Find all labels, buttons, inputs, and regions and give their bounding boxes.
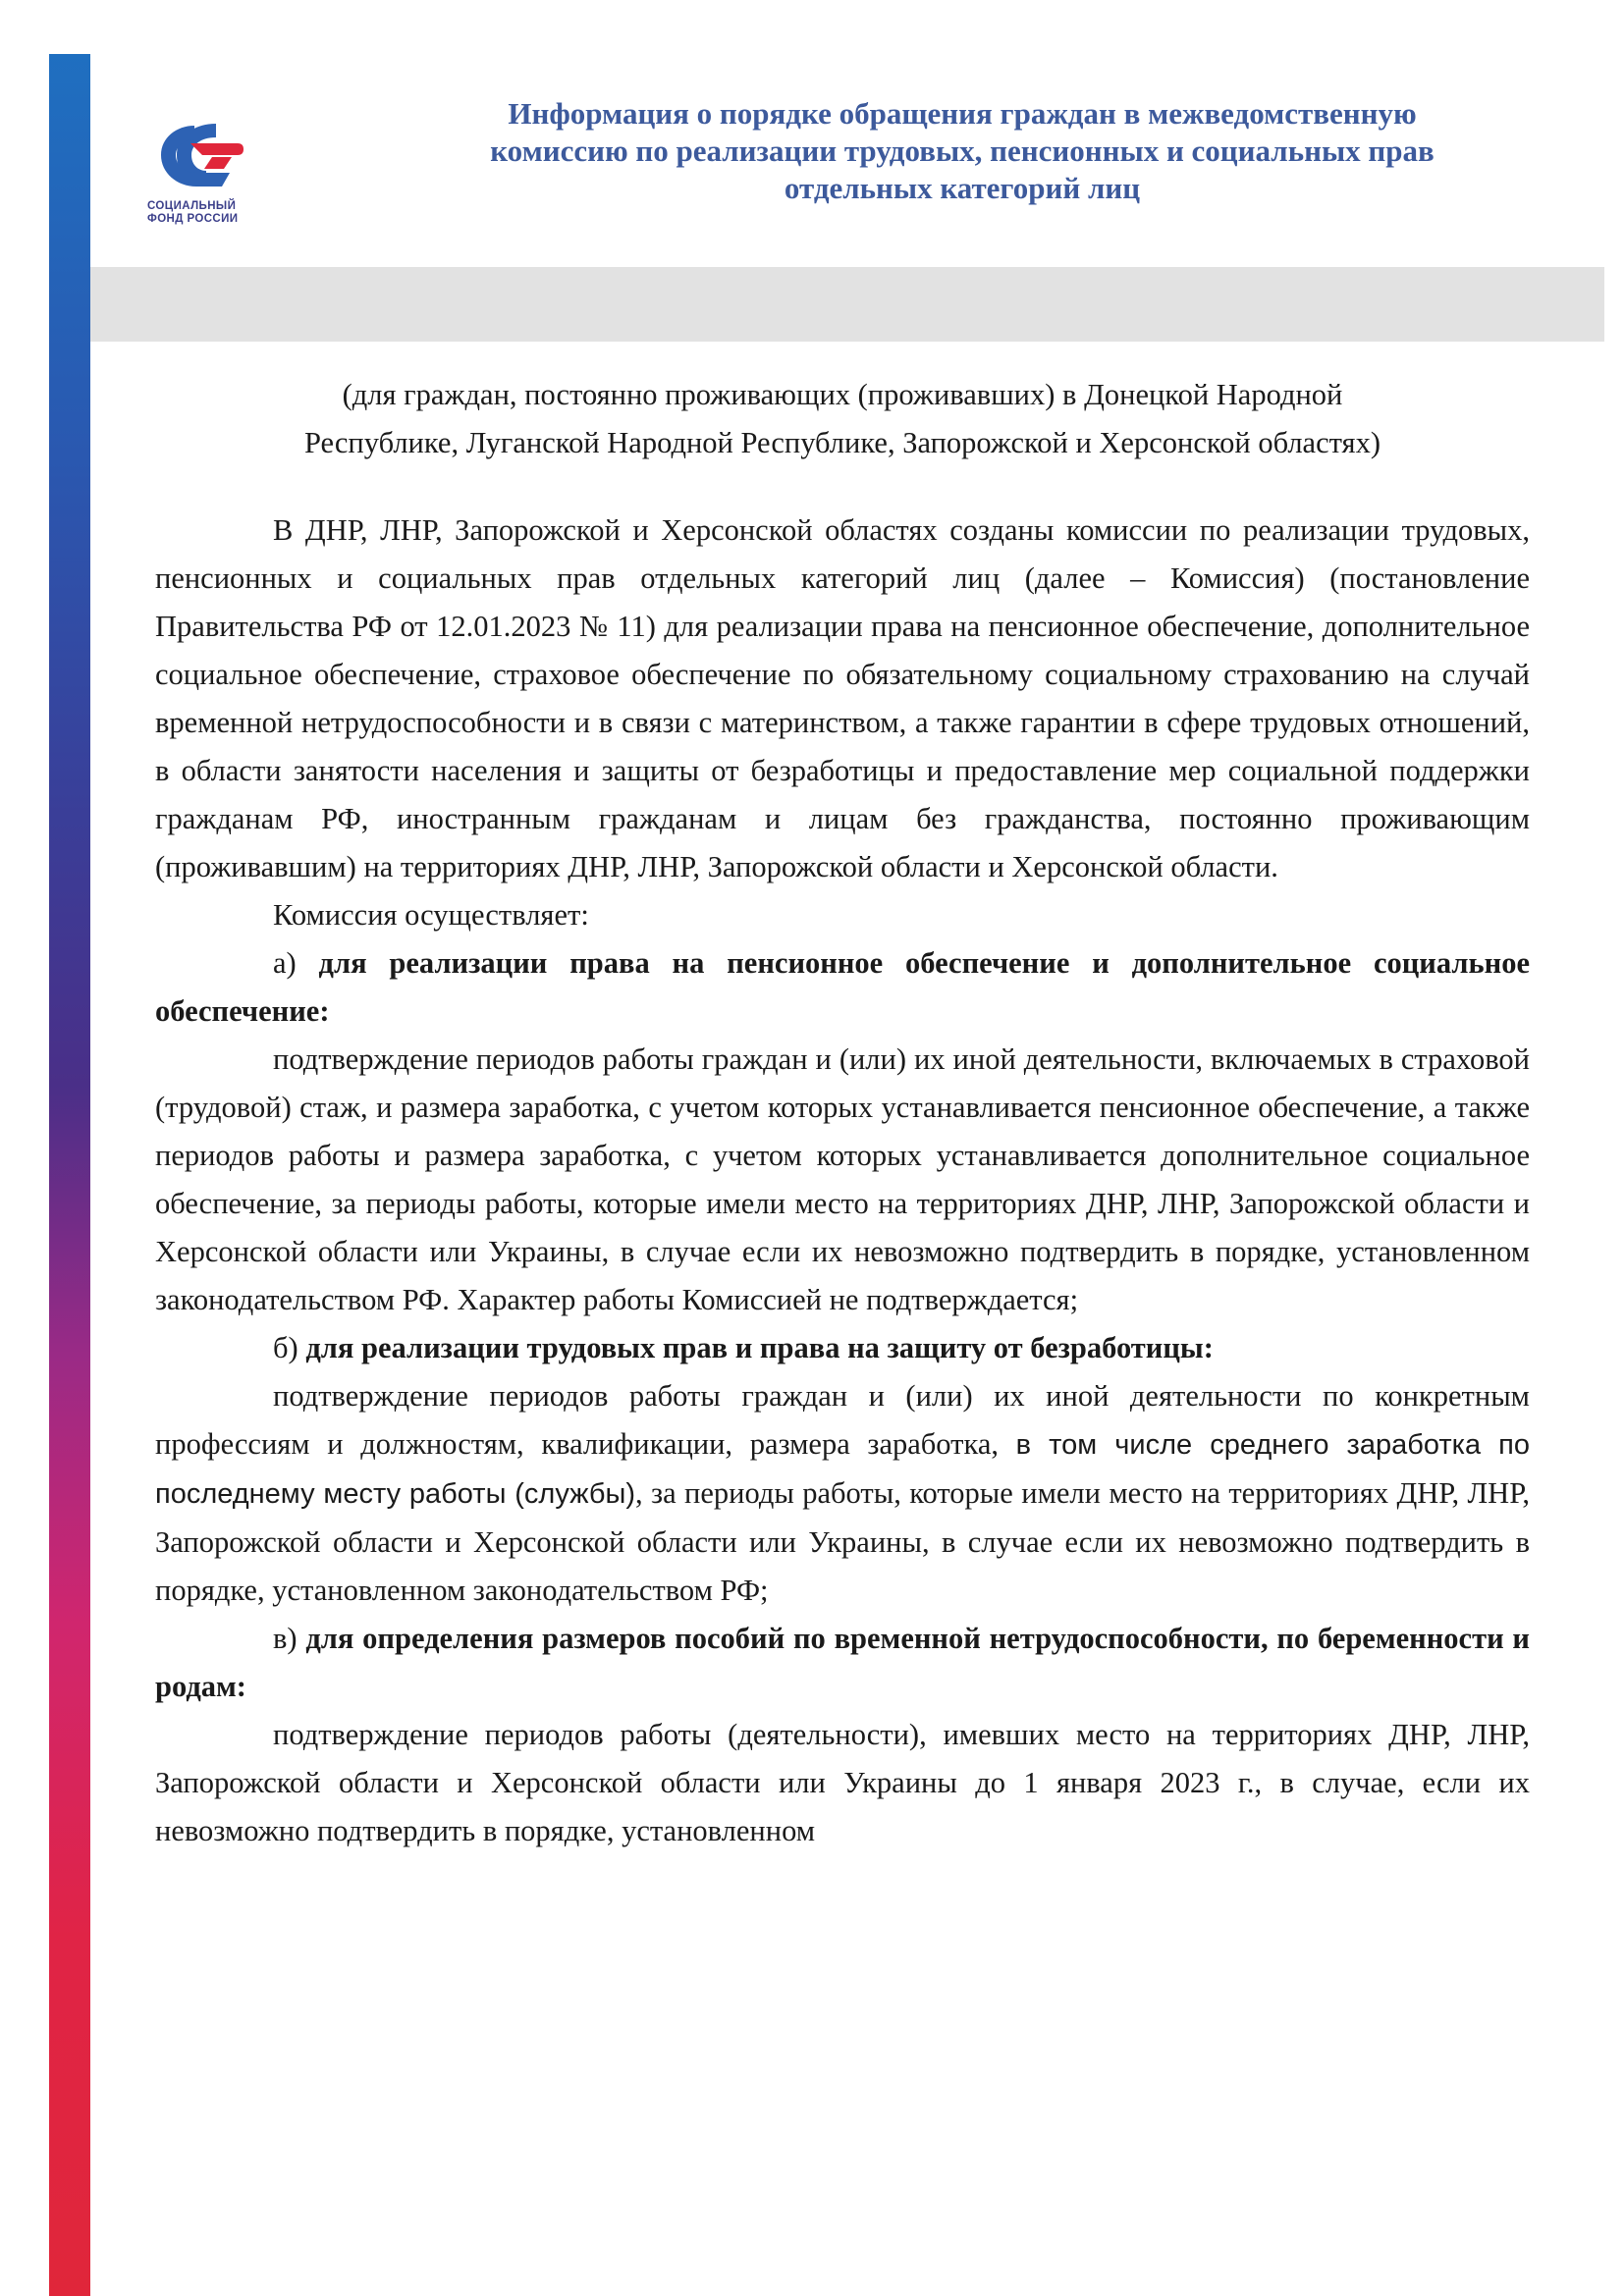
logo-text-line1: СОЦИАЛЬНЫЙ — [147, 200, 237, 212]
title-line-1: Информация о порядке обращения граждан в межведомственную — [508, 96, 1417, 131]
item-a-letter: а) — [273, 946, 297, 980]
document-body — [155, 371, 1530, 1855]
commission-does-paragraph: Комиссия осуществляет: — [273, 898, 589, 932]
item-b-text-part-2: , за периоды работы, которые имели место на территориях ДНР, ЛНР, Запорожской области и Херсонской области или Украины, в случае если их невозможно подтвердить в порядке, установленном законодательством РФ; — [155, 1476, 1530, 1607]
item-a-text: подтверждение периодов работы граждан и (или) их иной деятельности, включаемых в страховой (трудовой) стаж, и размера заработка, с учетом которых устанавливается пенсионное обеспечение, а также периодов работы и размера заработка, с учетом которых устанавливается дополнительное социальное обеспечение, за периоды работы, которые имели место на территориях ДНР, ЛНР, Запорожской области и Херсонской области или Украины, в случае если их невозможно подтвердить в порядке, установленном законодательством РФ. Характер работы Комиссией не подтверждается; — [155, 1042, 1530, 1316]
intro-paragraph: В ДНР, ЛНР, Запорожской и Херсонской областях созданы комиссии по реализации трудовых, пенсионных и социальных прав отдельных категорий лиц (далее – Комиссия) (постановление Правительства РФ от 12.01.2023 № 11) для реализации права на пенсионное обеспечение, дополнительное социальное обеспечение, страховое обеспечение по обязательному социальному страхованию на случай временной нетрудоспособности и в связи с материнством, а также гарантии в сфере трудовых отношений, в области занятости населения и защиты от безработицы и предоставление мер социальной поддержки гражданам РФ, иностранным гражданам и лицам без гражданства, постоянно проживающим (проживавшим) на территориях ДНР, ЛНР, Запорожской области и Херсонской области. — [155, 513, 1530, 883]
item-b-text-part-1: подтверждение периодов работы граждан и (или) их иной деятельности по конкретным профессиям и должностям, квалификации, размера заработка, — [155, 1379, 1530, 1461]
item-a-heading: для реализации права на пенсионное обеспечение и дополнительное социальное обеспечение: — [155, 946, 1530, 1028]
item-c-letter: в) — [273, 1622, 298, 1655]
subtitle-line-1: (для граждан, постоянно проживающих (проживавших) в Донецкой Народной — [342, 378, 1343, 411]
item-c-heading-paragraph — [155, 1615, 1530, 1711]
social-fund-logo-icon — [147, 116, 253, 194]
item-b-letter: б) — [273, 1331, 298, 1364]
header-divider-band — [90, 267, 1604, 342]
item-c-text: подтверждение периодов работы (деятельности), имевших место на территориях ДНР, ЛНР, Запорожской области и Херсонской области или Украины до 1 января 2023 г., в случае, если их невозможно подтвердить в порядке, установленном — [155, 1718, 1530, 1847]
subtitle — [155, 371, 1530, 467]
subtitle-line-2: Республике, Луганской Народной Республике, Запорожской и Херсонской областях) — [304, 426, 1380, 459]
item-b-heading: для реализации трудовых прав и права на защиту от безработицы: — [305, 1331, 1214, 1364]
logo-text-line2: ФОНД РОССИИ — [147, 213, 239, 225]
page-title — [383, 95, 1542, 207]
item-b-heading-paragraph — [155, 1324, 1530, 1372]
title-line-3: отдельных категорий лиц — [784, 171, 1141, 205]
social-fund-logo — [147, 116, 265, 226]
item-a-heading-paragraph — [155, 939, 1530, 1036]
item-b-text-sans-part: в том числе среднего заработка по последнему месту работы (службы) — [155, 1429, 1530, 1510]
item-c-heading: для определения размеров пособий по временной нетрудоспособности, по беременности и родам: — [155, 1622, 1530, 1703]
side-gradient-stripe — [49, 54, 90, 2296]
title-line-2: комиссию по реализации трудовых, пенсионных и социальных прав — [490, 133, 1435, 168]
item-b-text-paragraph — [155, 1372, 1530, 1615]
